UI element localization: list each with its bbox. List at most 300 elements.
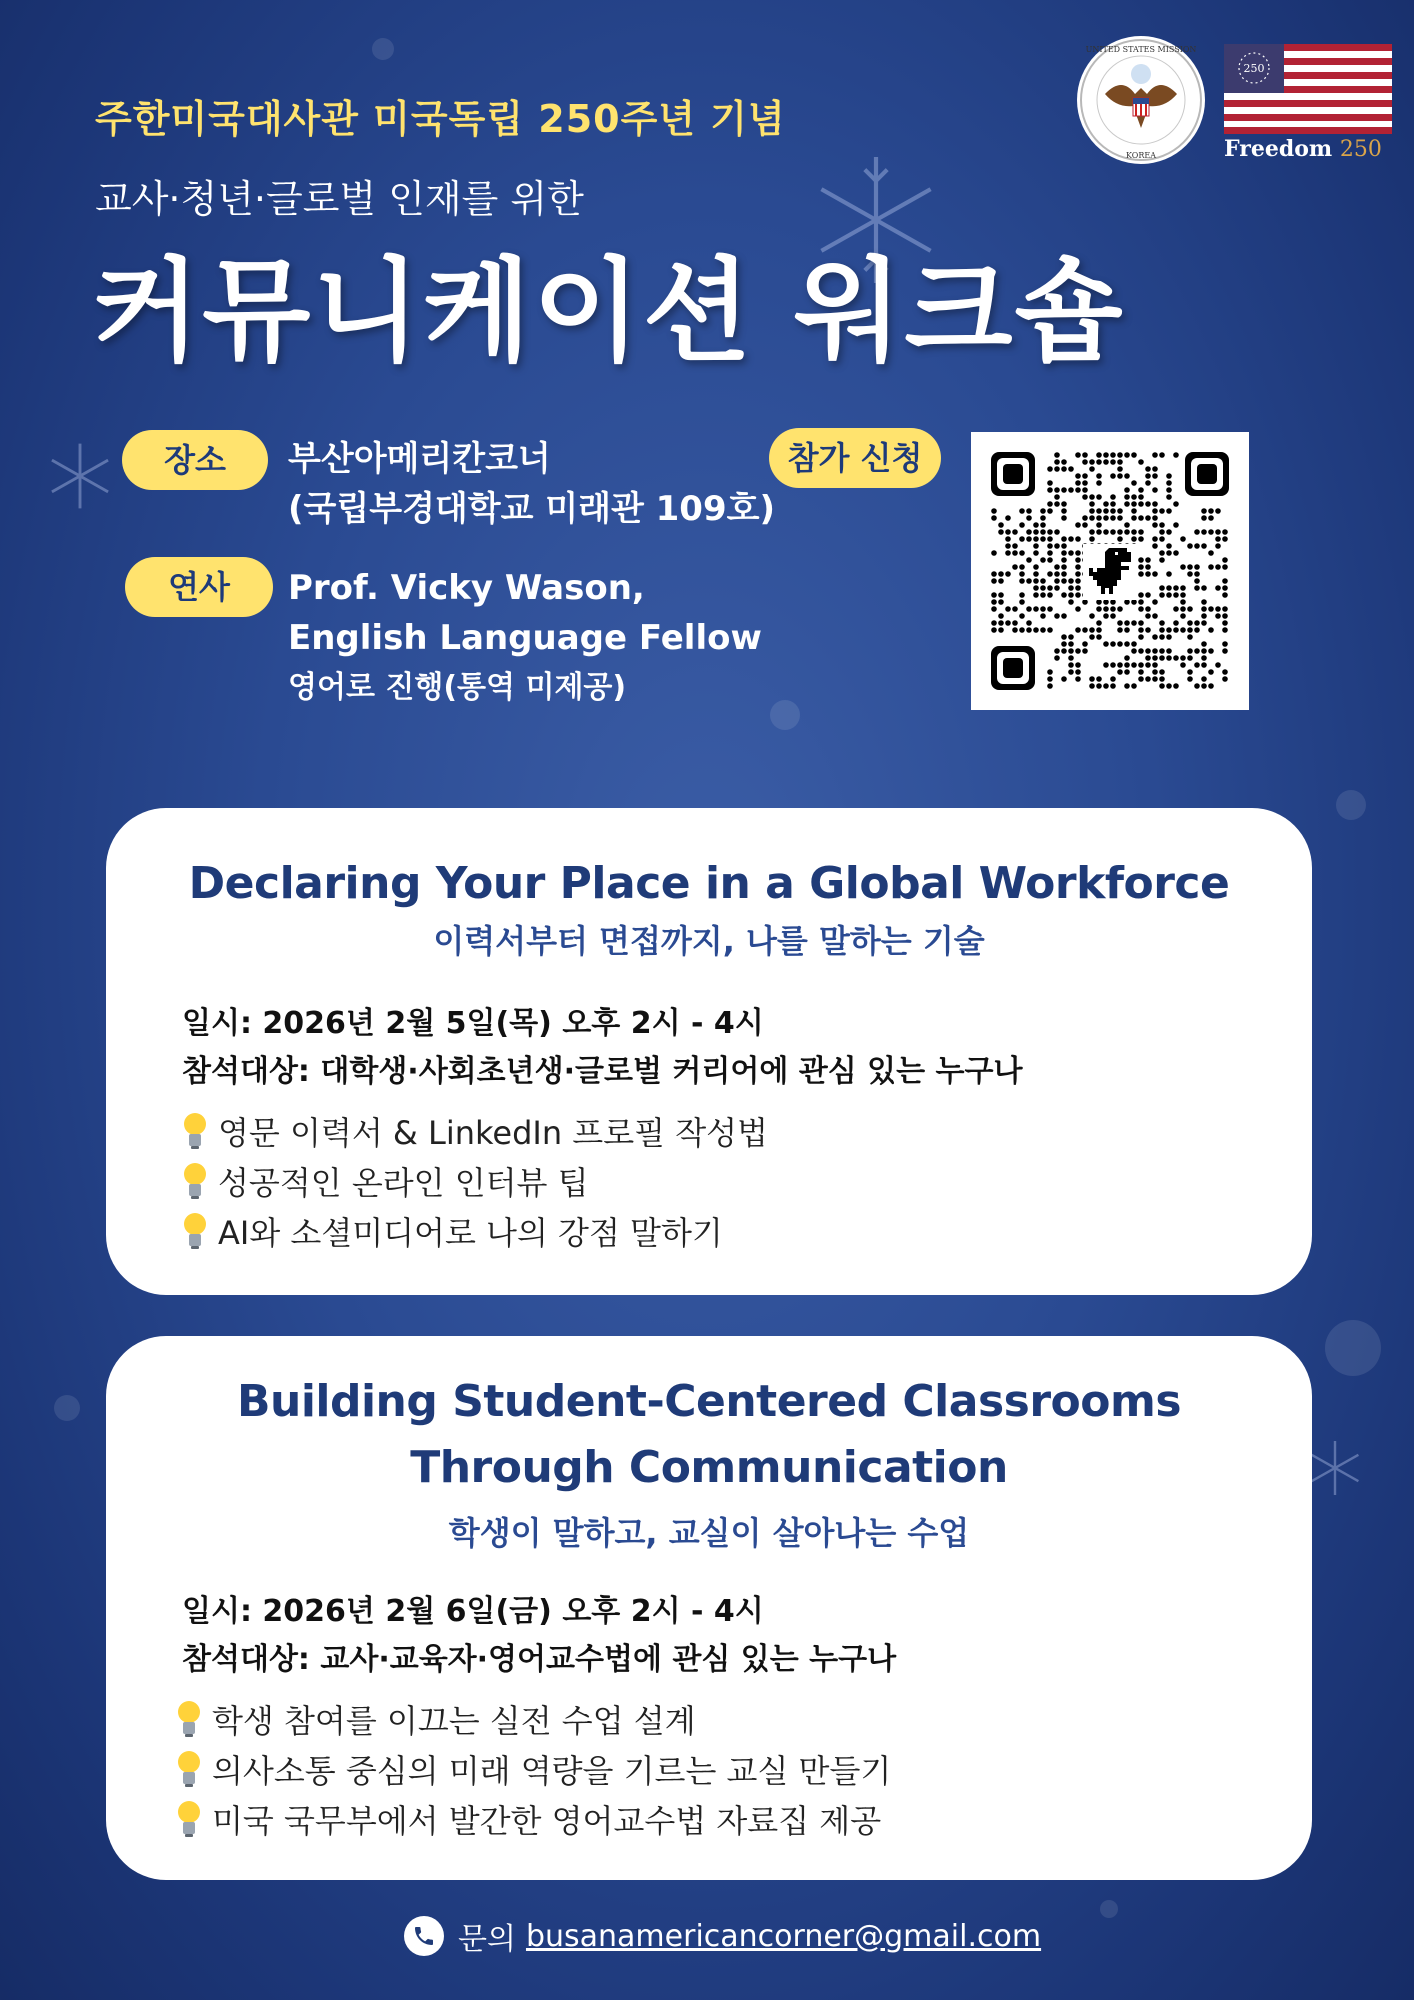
qr-module — [1145, 557, 1151, 563]
session-1-title: Declaring Your Place in a Global Workforce — [188, 858, 1230, 909]
qr-module — [1033, 543, 1039, 549]
qr-module — [1152, 669, 1158, 675]
qr-module — [1075, 522, 1081, 528]
qr-module — [1096, 606, 1102, 612]
event-kicker: 주한미국대사관 미국독립 250주년 기념 — [95, 97, 786, 141]
qr-module — [1061, 487, 1067, 493]
qr-module — [1194, 571, 1200, 577]
language-note: 영어로 진행(통역 미제공) — [288, 670, 627, 705]
qr-module — [1138, 564, 1144, 570]
qr-module — [1215, 529, 1221, 535]
qr-module — [1075, 564, 1081, 570]
qr-module — [1054, 648, 1060, 654]
qr-module — [1194, 585, 1200, 591]
qr-module — [1159, 452, 1165, 458]
qr-module — [1187, 648, 1193, 654]
qr-module — [1152, 662, 1158, 668]
qr-module — [1110, 606, 1116, 612]
qr-module — [1124, 501, 1130, 507]
qr-module — [1166, 571, 1172, 577]
qr-module — [1117, 606, 1123, 612]
qr-module — [1103, 606, 1109, 612]
qr-module — [1012, 529, 1018, 535]
svg-text:250: 250 — [1243, 62, 1265, 75]
qr-module — [1047, 536, 1053, 542]
qr-module — [1068, 662, 1074, 668]
qr-module — [1201, 606, 1207, 612]
qr-module — [1145, 466, 1151, 472]
event-subtitle: 교사·청년·글로벌 인재를 위한 — [95, 177, 584, 221]
qr-module — [1173, 522, 1179, 528]
qr-module — [1152, 508, 1158, 514]
svg-text:UNITED STATES MISSION: UNITED STATES MISSION — [1085, 45, 1197, 54]
qr-module — [1040, 585, 1046, 591]
qr-module — [1075, 452, 1081, 458]
qr-module — [1145, 606, 1151, 612]
qr-module — [991, 606, 997, 612]
qr-module — [1110, 662, 1116, 668]
qr-module — [1124, 620, 1130, 626]
qr-module — [1047, 543, 1053, 549]
qr-module — [1159, 550, 1165, 556]
venue-name: 부산아메리칸코너 — [288, 439, 551, 479]
qr-module — [1047, 669, 1053, 675]
qr-module — [1131, 501, 1137, 507]
qr-module — [1033, 522, 1039, 528]
qr-module — [1208, 529, 1214, 535]
qr-module — [1194, 627, 1200, 633]
qr-module — [1138, 634, 1144, 640]
qr-module — [1145, 648, 1151, 654]
qr-module — [1033, 606, 1039, 612]
qr-module — [1040, 529, 1046, 535]
qr-module — [1194, 564, 1200, 570]
qr-module — [1138, 459, 1144, 465]
session-1-audience: 참석대상: 대학생·사회초년생·글로벌 커리어에 관심 있는 누구나 — [182, 1054, 1023, 1089]
qr-module — [1047, 627, 1053, 633]
qr-module — [1103, 515, 1109, 521]
qr-module — [1145, 676, 1151, 682]
qr-module — [1026, 578, 1032, 584]
session-2-subtitle: 학생이 말하고, 교실이 살아나는 수업 — [448, 1514, 970, 1552]
qr-module — [1019, 592, 1025, 598]
qr-module — [1152, 571, 1158, 577]
qr-module — [1012, 543, 1018, 549]
qr-module — [1110, 599, 1116, 605]
qr-module — [1047, 480, 1053, 486]
qr-module — [1089, 683, 1095, 689]
qr-module — [1138, 620, 1144, 626]
qr-module — [1082, 522, 1088, 528]
qr-module — [1208, 564, 1214, 570]
qr-module — [1173, 620, 1179, 626]
qr-module — [1068, 466, 1074, 472]
qr-module — [1131, 480, 1137, 486]
qr-module — [1047, 550, 1053, 556]
qr-module — [1138, 571, 1144, 577]
qr-module — [1075, 557, 1081, 563]
qr-module — [1180, 585, 1186, 591]
qr-module — [1166, 543, 1172, 549]
qr-module — [1222, 669, 1228, 675]
qr-module — [1173, 550, 1179, 556]
qr-module — [1096, 473, 1102, 479]
qr-module — [1131, 683, 1137, 689]
qr-module — [1082, 515, 1088, 521]
qr-module — [1131, 641, 1137, 647]
qr-module — [1159, 592, 1165, 598]
qr-module — [1159, 529, 1165, 535]
qr-module — [1187, 669, 1193, 675]
qr-module — [1131, 515, 1137, 521]
qr-module — [1222, 676, 1228, 682]
qr-module — [1012, 564, 1018, 570]
qr-module — [1110, 452, 1116, 458]
qr-module — [1075, 536, 1081, 542]
qr-module — [1166, 648, 1172, 654]
qr-module — [1068, 634, 1074, 640]
qr-module — [1040, 536, 1046, 542]
lightbulb-icon — [176, 1750, 202, 1788]
qr-module — [1103, 599, 1109, 605]
qr-module — [1222, 529, 1228, 535]
qr-module — [1068, 655, 1074, 661]
qr-module — [1068, 578, 1074, 584]
qr-module — [1047, 571, 1053, 577]
qr-module — [1222, 627, 1228, 633]
session-1-subtitle: 이력서부터 면접까지, 나를 말하는 기술 — [433, 922, 985, 960]
qr-module — [1208, 550, 1214, 556]
qr-module — [1152, 648, 1158, 654]
qr-module — [1145, 480, 1151, 486]
qr-module — [1068, 487, 1074, 493]
qr-module — [1082, 641, 1088, 647]
qr-module — [1138, 627, 1144, 633]
qr-module — [1180, 606, 1186, 612]
qr-module — [1152, 501, 1158, 507]
qr-module — [1152, 536, 1158, 542]
qr-module — [1019, 613, 1025, 619]
qr-module — [1096, 459, 1102, 465]
qr-module — [1145, 473, 1151, 479]
qr-module — [1222, 557, 1228, 563]
qr-module — [1166, 634, 1172, 640]
qr-module — [998, 578, 1004, 584]
qr-module — [1166, 550, 1172, 556]
speaker-name: Prof. Vicky Wason, — [288, 568, 645, 608]
qr-module — [1089, 508, 1095, 514]
qr-module — [1173, 452, 1179, 458]
qr-module — [1124, 529, 1130, 535]
qr-module — [1054, 501, 1060, 507]
qr-module — [1075, 585, 1081, 591]
qr-module — [1159, 585, 1165, 591]
qr-module — [1033, 592, 1039, 598]
qr-module — [1082, 648, 1088, 654]
qr-module — [1075, 592, 1081, 598]
qr-module — [1187, 676, 1193, 682]
qr-module — [991, 620, 997, 626]
qr-module — [1215, 508, 1221, 514]
qr-module — [1089, 634, 1095, 640]
qr-module — [1166, 655, 1172, 661]
qr-module — [1068, 585, 1074, 591]
qr-module — [1117, 466, 1123, 472]
qr-module — [1082, 599, 1088, 605]
qr-module — [1054, 571, 1060, 577]
qr-module — [1103, 529, 1109, 535]
qr-module — [1096, 508, 1102, 514]
session-1-bullet: 영문 이력서 & LinkedIn 프로필 작성법 — [182, 1108, 768, 1154]
qr-module — [1054, 578, 1060, 584]
qr-dino — [1083, 544, 1137, 600]
qr-module — [1124, 599, 1130, 605]
qr-module — [1019, 571, 1025, 577]
qr-module — [1082, 494, 1088, 500]
qr-module — [1201, 613, 1207, 619]
qr-module — [1201, 676, 1207, 682]
qr-module — [1061, 571, 1067, 577]
session-1-bullet: AI와 소셜미디어로 나의 강점 말하기 — [182, 1208, 723, 1254]
qr-module — [1061, 676, 1067, 682]
qr-module — [1040, 592, 1046, 598]
qr-module — [1215, 543, 1221, 549]
qr-module — [1138, 662, 1144, 668]
qr-module — [1075, 578, 1081, 584]
qr-module — [1145, 501, 1151, 507]
qr-module — [1131, 648, 1137, 654]
qr-module — [1054, 452, 1060, 458]
contact-email-link[interactable]: busanamericancorner@gmail.com — [525, 1918, 1042, 1954]
speaker-label: 연사 — [125, 557, 273, 617]
qr-module — [1075, 480, 1081, 486]
qr-module — [1047, 466, 1053, 472]
qr-module — [1047, 508, 1053, 514]
qr-module — [1138, 599, 1144, 605]
qr-module — [1117, 627, 1123, 633]
qr-module — [1026, 606, 1032, 612]
qr-module — [1054, 655, 1060, 661]
qr-module — [1208, 508, 1214, 514]
qr-module — [1194, 683, 1200, 689]
qr-module — [991, 599, 997, 605]
qr-module — [1054, 487, 1060, 493]
qr-module — [1054, 613, 1060, 619]
qr-module — [1117, 641, 1123, 647]
qr-module — [1019, 550, 1025, 556]
qr-module — [1152, 522, 1158, 528]
qr-module — [1215, 585, 1221, 591]
qr-module — [1054, 585, 1060, 591]
qr-module — [1194, 662, 1200, 668]
qr-module — [1194, 620, 1200, 626]
qr-module — [1138, 648, 1144, 654]
qr-module — [1061, 515, 1067, 521]
snowflake-icon — [44, 440, 116, 512]
qr-module — [1166, 494, 1172, 500]
qr-module — [1215, 662, 1221, 668]
qr-module — [998, 592, 1004, 598]
qr-module — [1159, 683, 1165, 689]
lightbulb-icon — [182, 1162, 208, 1200]
qr-module — [1019, 599, 1025, 605]
qr-module — [1194, 578, 1200, 584]
qr-module — [1075, 606, 1081, 612]
qr-module — [1068, 648, 1074, 654]
qr-module — [1138, 676, 1144, 682]
qr-module — [1201, 508, 1207, 514]
session-1-date: 일시: 2026년 2월 5일(목) 오후 2시 - 4시 — [182, 1006, 764, 1041]
qr-module — [1152, 452, 1158, 458]
qr-module — [1124, 662, 1130, 668]
qr-module — [1033, 529, 1039, 535]
qr-module — [1005, 529, 1011, 535]
qr-module — [1040, 578, 1046, 584]
qr-module — [1159, 669, 1165, 675]
qr-module — [1019, 508, 1025, 514]
qr-module — [1005, 571, 1011, 577]
qr-module — [1145, 571, 1151, 577]
qr-module — [1124, 522, 1130, 528]
qr-module — [1089, 501, 1095, 507]
qr-module — [1138, 515, 1144, 521]
qr-module — [1117, 459, 1123, 465]
qr-module — [991, 515, 997, 521]
qr-module — [1068, 550, 1074, 556]
qr-module — [1201, 620, 1207, 626]
qr-module — [1138, 501, 1144, 507]
qr-module — [1005, 515, 1011, 521]
qr-module — [1166, 683, 1172, 689]
qr-module — [1026, 536, 1032, 542]
qr-module — [1138, 494, 1144, 500]
session-2-audience: 참석대상: 교사·교육자·영어교수법에 관심 있는 누구나 — [182, 1642, 897, 1677]
qr-module — [1096, 529, 1102, 535]
qr-module — [1145, 613, 1151, 619]
qr-module — [1138, 557, 1144, 563]
qr-module — [1075, 550, 1081, 556]
qr-module — [1222, 606, 1228, 612]
qr-module — [1166, 529, 1172, 535]
qr-module — [1005, 543, 1011, 549]
qr-module — [1208, 669, 1214, 675]
qr-module — [1201, 648, 1207, 654]
qr-module — [1061, 557, 1067, 563]
qr-module — [1054, 466, 1060, 472]
qr-module — [1033, 578, 1039, 584]
qr-module — [1103, 662, 1109, 668]
qr-module — [1187, 627, 1193, 633]
qr-module — [1117, 452, 1123, 458]
qr-module — [1166, 585, 1172, 591]
qr-module — [1110, 683, 1116, 689]
qr-module — [1152, 473, 1158, 479]
qr-module — [1026, 515, 1032, 521]
qr-module — [1068, 599, 1074, 605]
qr-module — [1159, 634, 1165, 640]
qr-module — [1103, 683, 1109, 689]
qr-module — [1110, 641, 1116, 647]
qr-module — [1222, 564, 1228, 570]
bokeh-dot — [770, 700, 800, 730]
qr-module — [1047, 606, 1053, 612]
qr-module — [1054, 564, 1060, 570]
qr-module — [1061, 508, 1067, 514]
qr-module — [1012, 606, 1018, 612]
qr-module — [1068, 641, 1074, 647]
qr-module — [1061, 564, 1067, 570]
qr-module — [1061, 641, 1067, 647]
qr-module — [1110, 515, 1116, 521]
qr-module — [1173, 683, 1179, 689]
qr-module — [1173, 585, 1179, 591]
qr-module — [1082, 459, 1088, 465]
qr-module — [1082, 627, 1088, 633]
qr-module — [1201, 529, 1207, 535]
qr-module — [1026, 529, 1032, 535]
qr-module — [1103, 452, 1109, 458]
qr-module — [1124, 473, 1130, 479]
qr-module — [1145, 655, 1151, 661]
contact-label: 문의 — [458, 1922, 516, 1957]
qr-module — [1180, 662, 1186, 668]
qr-module — [1180, 564, 1186, 570]
qr-module — [998, 620, 1004, 626]
qr-module — [1075, 669, 1081, 675]
qr-module — [1180, 536, 1186, 542]
qr-module — [1019, 578, 1025, 584]
session-card-2 — [106, 1336, 1312, 1880]
qr-module — [1124, 487, 1130, 493]
qr-module — [1110, 529, 1116, 535]
qr-module — [1054, 529, 1060, 535]
qr-module — [1103, 641, 1109, 647]
qr-module — [1061, 459, 1067, 465]
lightbulb-icon — [176, 1800, 202, 1838]
qr-module — [1047, 501, 1053, 507]
qr-module — [1089, 613, 1095, 619]
qr-module — [1040, 557, 1046, 563]
qr-module — [1201, 543, 1207, 549]
qr-module — [991, 571, 997, 577]
qr-module — [1201, 641, 1207, 647]
qr-module — [1061, 466, 1067, 472]
session-2-date: 일시: 2026년 2월 6일(금) 오후 2시 - 4시 — [182, 1594, 764, 1629]
qr-module — [1082, 473, 1088, 479]
bokeh-dot — [1336, 790, 1366, 820]
qr-module — [1103, 508, 1109, 514]
qr-module — [1152, 466, 1158, 472]
qr-module — [1138, 529, 1144, 535]
qr-module — [1222, 641, 1228, 647]
qr-module — [1103, 459, 1109, 465]
qr-module — [1194, 529, 1200, 535]
qr-module — [1187, 571, 1193, 577]
qr-module — [1145, 592, 1151, 598]
qr-module — [1047, 557, 1053, 563]
qr-module — [1131, 452, 1137, 458]
qr-module — [1005, 606, 1011, 612]
qr-module — [1047, 683, 1053, 689]
session-2-bullet: 학생 참여를 이끄는 실전 수업 설계 — [176, 1696, 696, 1742]
bokeh-dot — [1325, 1320, 1381, 1376]
qr-module — [1131, 536, 1137, 542]
registration-qr-code[interactable] — [971, 432, 1249, 710]
qr-module — [1103, 501, 1109, 507]
qr-module — [1215, 564, 1221, 570]
qr-module — [1180, 627, 1186, 633]
qr-module — [1040, 508, 1046, 514]
